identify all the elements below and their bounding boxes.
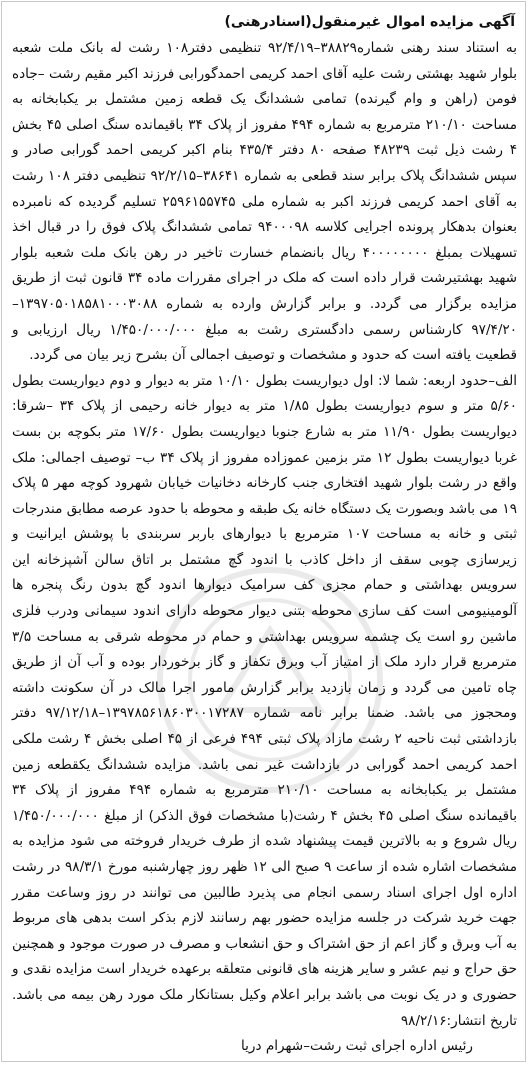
notice-signature: رئیس اداره اجرای ثبت رشت–شهرام دریا xyxy=(240,1038,473,1055)
auction-notice xyxy=(12,8,517,1060)
notice-title: آگهی مزایده اموال غیرمنقول(اسنادرهنی) xyxy=(224,14,515,30)
notice-paragraph-details: الف–حدود اربعه: شما لا: اول دیواریست بطول ۱۰/۱۰ متر به دیوار و دوم دیواریست بطول ۵/۶۰ متر و سوم دیواریست بطول ۱/۸۵ متر به دیوار خانه رحیمی از پلاک ۳۴ –شرقا: دیواریست بطول ۱۱/۹۰ متر به شارع جنوبا دیواریست بطول ۱۷/۶۰ متر بکوچه بن بست غربا دیواریست بطول ۱۲ متر بزمین عموزاده مفروز از پلاک ۳۴ ب– توصیف اجمالی: ملک واقع در رشت بلوار شهید افتخاری جنب کارخانه دخانیات خیابان شهرود کوچه مهر ۵ پلاک ۱۹ می باشد وبصورت یک دستگاه خانه یک طبقه و محوطه با حدود عرصه مطابق مندرجات ثبتی و خانه به مساحت ۱۰۷ مترمربع با دیوارهای باربر سربندی با پوشش ایرانیت و زیرسازی چوبی سقف از داخل کاذب با اندود گچ مشتمل بر اتاق سالن آشپزخانه این سرویس بهداشتی و حمام مجزی کف سرامیک دیوارها اندود گچ بدون رنگ پنجره ها آلومینیومی است کف سازی محوطه بتنی دیوار محوطه دارای اندود سیمانی ودرب فلزی ماشین رو است یک چشمه سرویس بهداشتی و حمام در محوطه شرقی به مساحت ۳/۵ مترمربع قرار دارد ملک از امتیاز آب وبرق تکفاز و گاز برخوردار بوده و آب آن از طریق چاه تامین می گردد و زمان بازدید برابر گزارش مامور اجرا مالک در آن سکونت داشته ومحجوز می باشد. ضمنا برابر نامه شماره ۱۳۹۷۸۵۶۱۸۶۰۳۰۰۱۷۲۸۷–۹۷/۱۲/۱۸ دفتر بازداشتی ثبت ناحیه ۲ رشت مازاد پلاک ثبتی ۴۹۴ فرعی از ۴۵ اصلی بخش ۴ رشت ملکی احمد کریمی احمد گورابی در بازداشت غیر نمی باشد. مزایده ششدانگ یکقطعه زمین مشتمل بر یکبابخانه به مساحت ۲۱۰/۱۰ مترمربع به شماره ۴۹۴ مفروز از پلاک ۳۴ باقیمانده سنگ اصلی ۴۵ بخش ۴ رشت(با مشخصات فوق الذکر) از مبلغ ۱/۴۵۰/۰۰۰/۰۰۰ ریال شروع و به بالاترین قیمت پیشنهاد شده از طرف خریدار فروخته می شود مزایده به مشخصات اشاره شده از ساعت ۹ صبح الی ۱۲ ظهر روز چهارشنبه مورخ ۹۸/۳/۱ در رشت اداره اول اجرای اسناد رسمی انجام می پذیرد طالبین می توانند در روز وساعت مقرر جهت خرید شرکت در جلسه مزایده حضور بهم رسانند لازم بذکر است بدهی های مربوط به آب وبرق و گاز اعم از حق اشتراک و حق انشعاب و مصرف در صورت موجود و همچنین حق حراج و نیم عشر و سایر هزینه های قانونی متعلقه برعهده خریدار است مزایده نقدی و حضوری و در یک نوبت می باشد برابر اعلام وکیل بستانکار ملک مورد رهن بیمه می باشد. تاریخ انتشار:۹۸/۲/۱۶ xyxy=(12,372,518,1029)
notice-body xyxy=(12,36,517,1034)
notice-paragraph-intro: به استناد سند رهنی شماره۳۸۸۲۹–۹۲/۴/۱۹ تنظیمی دفتر۱۰۸ رشت له بانک ملت شعبه بلوار شهید بهشتی رشت علیه آقای احمد کریمی احمدگورابی فرزند اکبر مقیم رشت –جاده فومن (راهن و وام گیرنده) تمامی ششدانگ یک قطعه زمین مشتمل بر یکبابخانه به مساحت ۲۱۰/۱۰ مترمربع به شماره ۴۹۴ مفروز از پلاک ۳۴ باقیمانده سنگ اصلی ۴۵ بخش ۴ رشت ذیل ثبت ۴۸۲۳۹ صفحه ۸۰ دفتر ۴۳۵/۴ بنام اکبر کریمی احمد گورابی صادر و سپس ششدانگ پلاک برابر سند قطعی به شماره ۳۸۶۴۱–۹۲/۲/۱۵ تنظیمی دفتر ۱۰۸ رشت به آقای احمد کریمی فرزند اکبر به شماره ملی ۲۵۹۶۱۵۵۷۴۵ تسلیم گردیده که نامبرده بعنوان بدهکار پرونده اجرایی کلاسه ۹۴۰۰۰۹۸ تمامی ششدانگ پلاک فوق را در قبال اخذ تسهیلات بمبلغ ۴۰۰۰۰۰۰۰۰ ریال بانضمام خسارت تاخیر در رهن بانک ملت شعبه بلوار شهید بهشتیرشت قرار داده است که ملک در اجرای مقررات ماده ۳۴ قانون ثبت از طریق مزایده برگزار می گردد. و برابر گزارش وارده به شماره ۱۳۹۷۰۵۰۱۸۵۸۱۰۰۰۳۰۸۸– ۹۷/۴/۲۰ کارشناس رسمی دادگستری رشت به مبلغ ۱/۴۵۰/۰۰۰/۰۰۰ ریال ارزیابی و قطعیت یافته است که حدود و مشخصات و توصیف اجمالی آن بشرح زیر بیان می گردد. xyxy=(12,40,518,364)
